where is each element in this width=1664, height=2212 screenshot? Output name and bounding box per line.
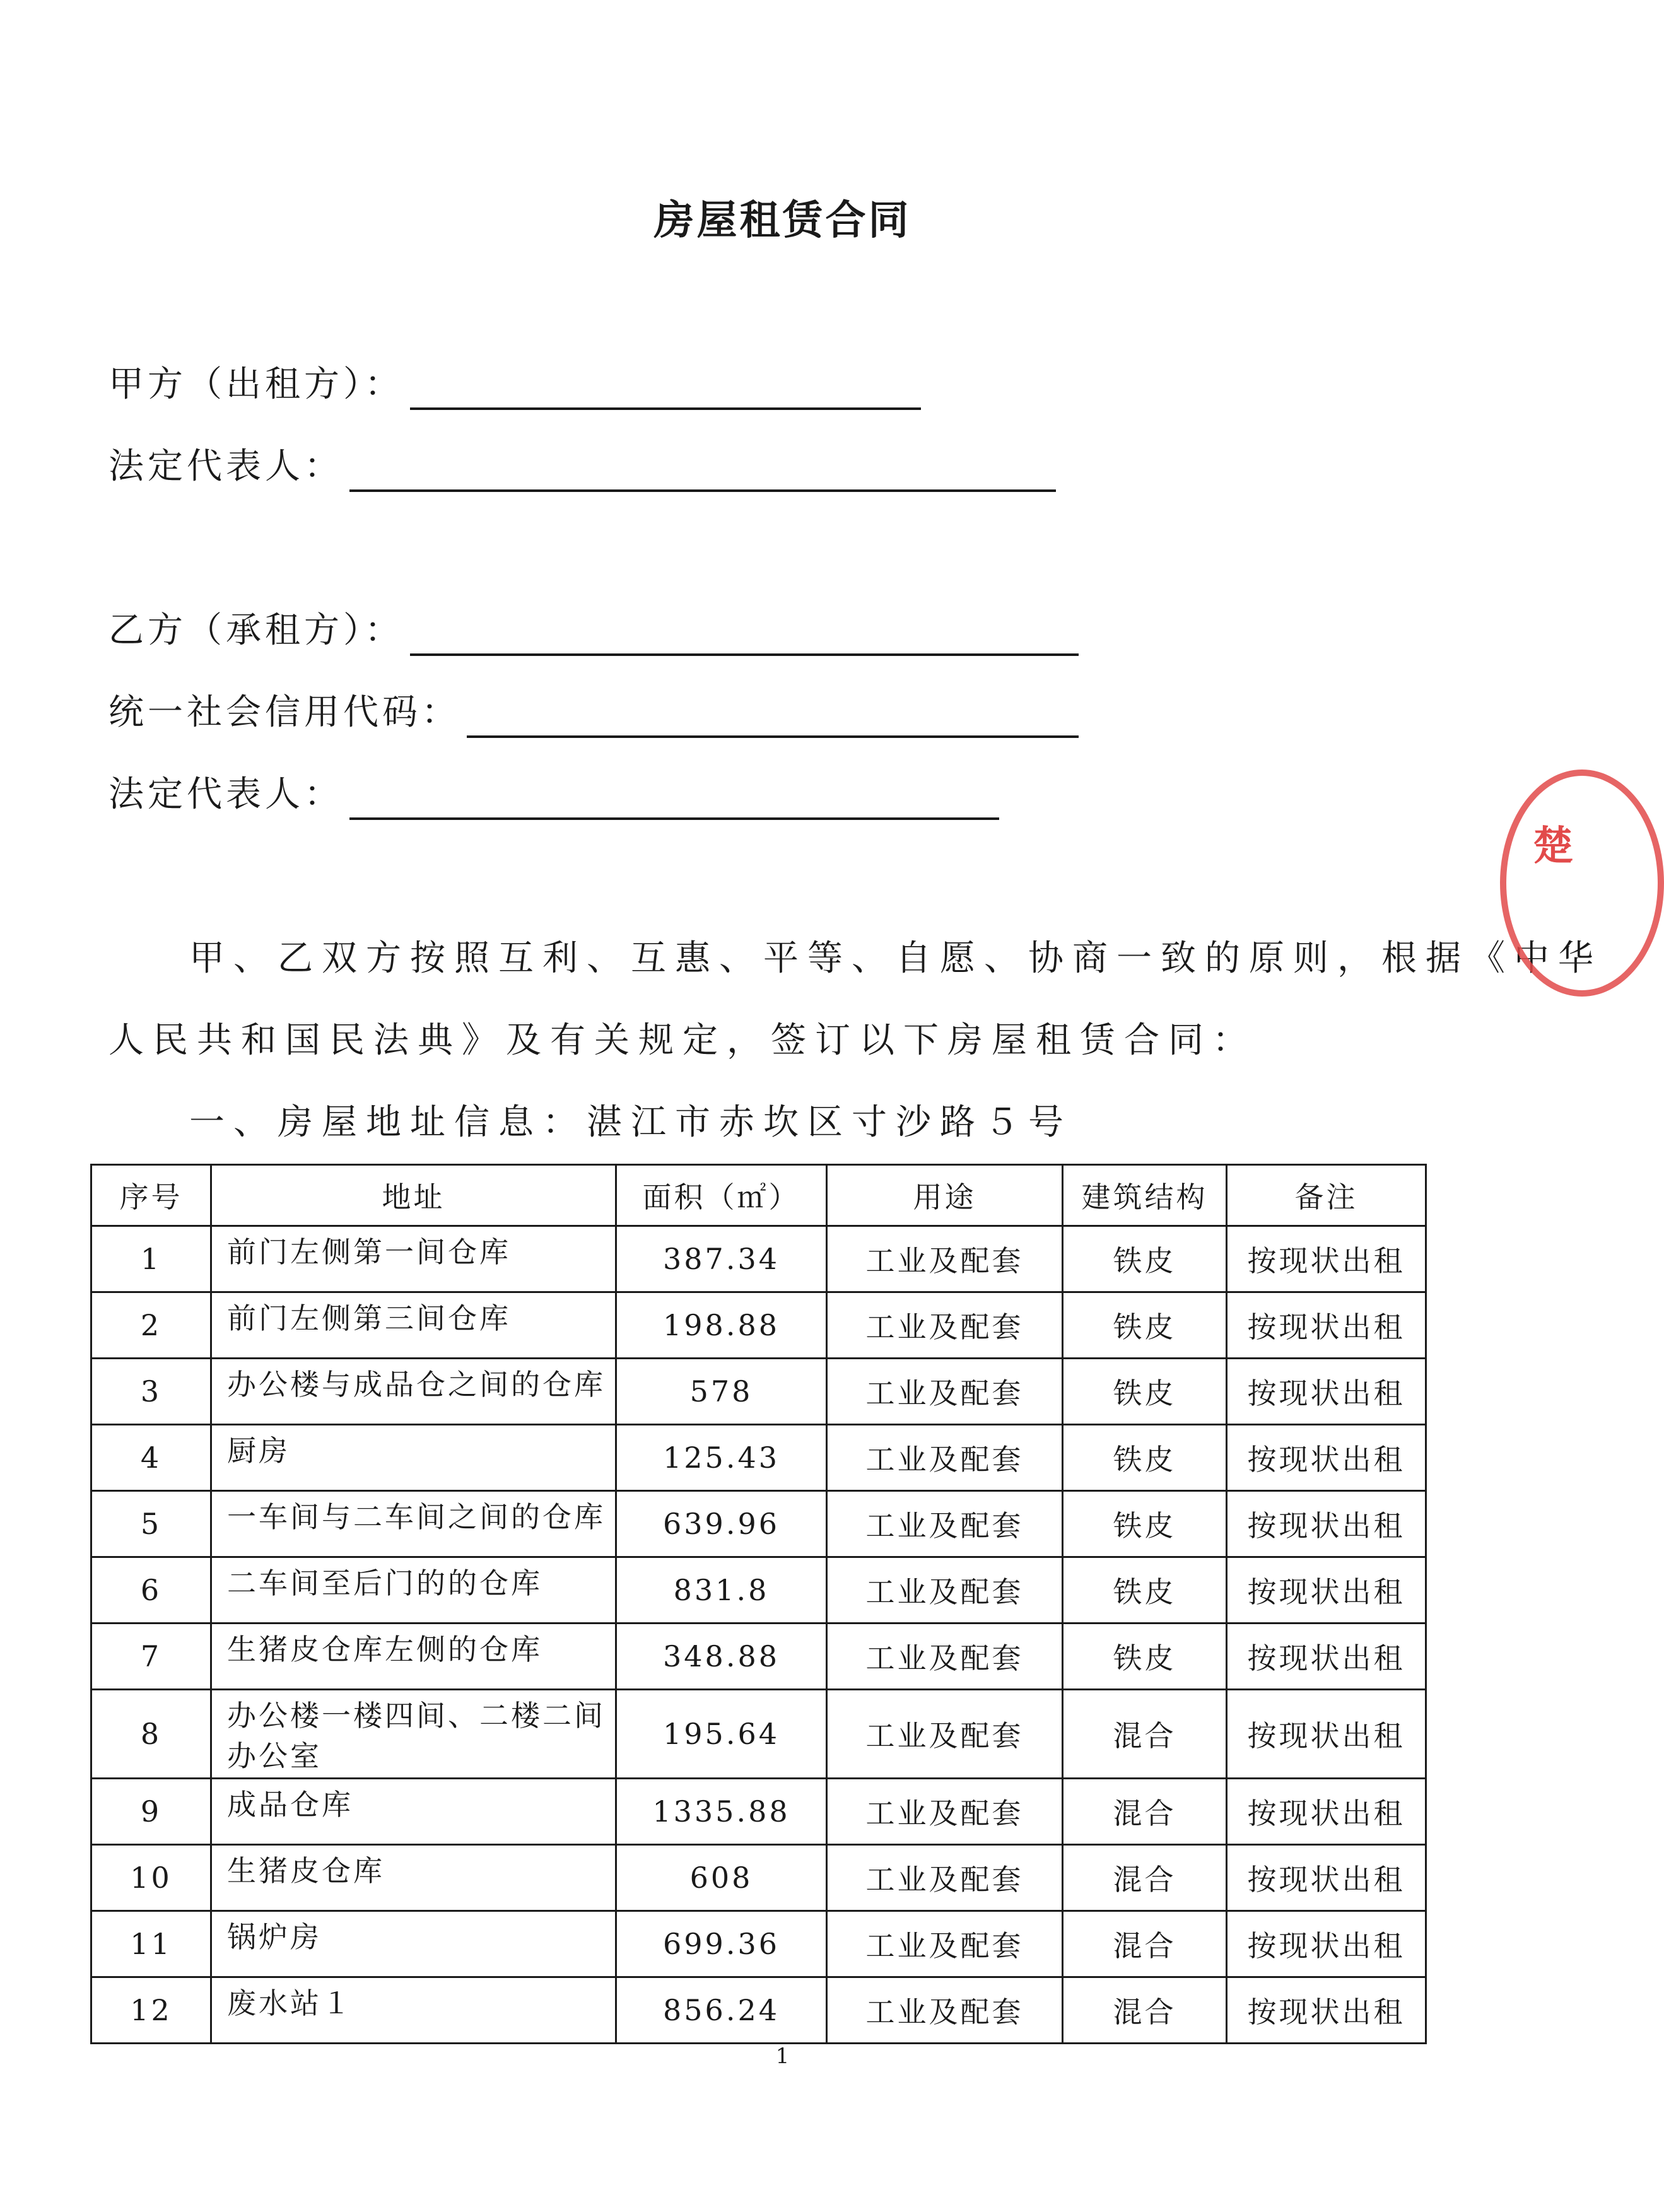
cell-use: 工业及配套 — [827, 1292, 1063, 1359]
cell-area: 578 — [616, 1359, 827, 1425]
cell-address: 二车间至后门的的仓库 — [211, 1557, 616, 1624]
cell-note: 按现状出租 — [1227, 1911, 1426, 1977]
cell-structure: 铁皮 — [1063, 1491, 1227, 1557]
cell-structure: 铁皮 — [1063, 1624, 1227, 1690]
cell-structure: 混合 — [1063, 1845, 1227, 1911]
cell-no: 6 — [91, 1557, 211, 1624]
cell-use: 工业及配套 — [827, 1491, 1063, 1557]
cell-note: 按现状出租 — [1227, 1557, 1426, 1624]
table-row — [91, 1359, 1426, 1425]
cell-address: 厨房 — [211, 1425, 616, 1491]
cell-note: 按现状出租 — [1227, 1226, 1426, 1292]
cell-address: 一车间与二车间之间的仓库 — [211, 1491, 616, 1557]
cell-structure: 铁皮 — [1063, 1359, 1227, 1425]
cell-address: 办公楼与成品仓之间的仓库 — [211, 1359, 616, 1425]
cell-use: 工业及配套 — [827, 1977, 1063, 2044]
property-table — [90, 1164, 1427, 2044]
party-a-rep-label: 法定代表人： — [108, 446, 343, 487]
cell-note: 按现状出租 — [1227, 1845, 1426, 1911]
table-row — [91, 1779, 1426, 1845]
cell-no: 9 — [91, 1779, 211, 1845]
table-row — [91, 1845, 1426, 1911]
cell-structure: 混合 — [1063, 1977, 1227, 2044]
cell-structure: 铁皮 — [1063, 1292, 1227, 1359]
cell-address: 前门左侧第三间仓库 — [211, 1292, 616, 1359]
cell-no: 5 — [91, 1491, 211, 1557]
cell-note: 按现状出租 — [1227, 1624, 1426, 1690]
cell-address: 生猪皮仓库 — [211, 1845, 616, 1911]
cell-area: 639.96 — [616, 1491, 827, 1557]
cell-area: 699.36 — [616, 1911, 827, 1977]
party-b-blank — [410, 614, 1079, 656]
table-header-row — [91, 1165, 1426, 1226]
preamble-line-2: 人民共和国民法典》及有关规定，签订以下房屋租赁合同： — [108, 1020, 1257, 1061]
table-row — [91, 1425, 1426, 1491]
table-row — [91, 1226, 1426, 1292]
red-seal-stamp — [1500, 770, 1664, 997]
party-a-label: 甲方（出租方）： — [108, 364, 404, 405]
cell-no: 3 — [91, 1359, 211, 1425]
cell-note: 按现状出租 — [1227, 1359, 1426, 1425]
cell-no: 1 — [91, 1226, 211, 1292]
cell-structure: 铁皮 — [1063, 1557, 1227, 1624]
cell-structure: 铁皮 — [1063, 1226, 1227, 1292]
cell-note: 按现状出租 — [1227, 1292, 1426, 1359]
cell-use: 工业及配套 — [827, 1226, 1063, 1292]
page-number: 1 — [775, 2044, 790, 2069]
party-b-line — [108, 606, 1079, 656]
cell-structure: 铁皮 — [1063, 1425, 1227, 1491]
table-row — [91, 1557, 1426, 1624]
table-row — [91, 1491, 1426, 1557]
party-a-rep-blank — [349, 450, 1056, 492]
party-b-rep-line — [108, 770, 999, 820]
cell-note: 按现状出租 — [1227, 1977, 1426, 2044]
party-a-rep-line — [108, 442, 1056, 492]
cell-use: 工业及配套 — [827, 1911, 1063, 1977]
header-address: 地址 — [211, 1165, 616, 1226]
cell-area: 195.64 — [616, 1690, 827, 1779]
cell-no: 4 — [91, 1425, 211, 1491]
preamble-line-1: 甲、乙双方按照互利、互惠、平等、自愿、协商一致的原则，根据《中华 — [189, 938, 1602, 979]
header-structure: 建筑结构 — [1063, 1165, 1227, 1226]
party-b-rep-blank — [349, 778, 999, 820]
cell-note: 按现状出租 — [1227, 1425, 1426, 1491]
cell-no: 2 — [91, 1292, 211, 1359]
cell-area: 125.43 — [616, 1425, 827, 1491]
section-1-heading: 一、房屋地址信息：湛江市赤坎区寸沙路５号 — [189, 1102, 1072, 1143]
party-b-credit-blank — [467, 696, 1079, 738]
table-row — [91, 1911, 1426, 1977]
cell-area: 387.34 — [616, 1226, 827, 1292]
header-area: 面积（㎡） — [616, 1165, 827, 1226]
cell-use: 工业及配套 — [827, 1425, 1063, 1491]
header-use: 用途 — [827, 1165, 1063, 1226]
cell-use: 工业及配套 — [827, 1779, 1063, 1845]
cell-note: 按现状出租 — [1227, 1690, 1426, 1779]
cell-use: 工业及配套 — [827, 1557, 1063, 1624]
table-row — [91, 1977, 1426, 2044]
cell-no: 7 — [91, 1624, 211, 1690]
cell-structure: 混合 — [1063, 1779, 1227, 1845]
party-a-line — [108, 360, 921, 410]
cell-address: 成品仓库 — [211, 1779, 616, 1845]
header-note: 备注 — [1227, 1165, 1426, 1226]
party-b-credit-label: 统一社会信用代码： — [108, 692, 460, 733]
cell-area: 608 — [616, 1845, 827, 1911]
party-b-credit-line — [108, 688, 1079, 738]
party-b-label: 乙方（承租方）： — [108, 610, 404, 651]
cell-no: 10 — [91, 1845, 211, 1911]
table-row — [91, 1292, 1426, 1359]
cell-no: 12 — [91, 1977, 211, 2044]
document-title: 房屋租赁合同 — [653, 197, 911, 244]
cell-area: 348.88 — [616, 1624, 827, 1690]
cell-address: 前门左侧第一间仓库 — [211, 1226, 616, 1292]
cell-use: 工业及配套 — [827, 1359, 1063, 1425]
party-b-rep-label: 法定代表人： — [108, 774, 343, 815]
seal-glyph: 楚 — [1533, 823, 1573, 870]
cell-structure: 混合 — [1063, 1911, 1227, 1977]
cell-use: 工业及配套 — [827, 1845, 1063, 1911]
table-row — [91, 1690, 1426, 1779]
cell-note: 按现状出租 — [1227, 1491, 1426, 1557]
cell-use: 工业及配套 — [827, 1690, 1063, 1779]
party-a-blank — [410, 368, 921, 410]
cell-area: 1335.88 — [616, 1779, 827, 1845]
cell-structure: 混合 — [1063, 1690, 1227, 1779]
cell-address: 办公楼一楼四间、二楼二间办公室 — [211, 1690, 616, 1779]
cell-area: 831.8 — [616, 1557, 827, 1624]
cell-no: 11 — [91, 1911, 211, 1977]
cell-no: 8 — [91, 1690, 211, 1779]
header-no: 序号 — [91, 1165, 211, 1226]
cell-address: 生猪皮仓库左侧的仓库 — [211, 1624, 616, 1690]
cell-address: 废水站１ — [211, 1977, 616, 2044]
cell-area: 198.88 — [616, 1292, 827, 1359]
cell-use: 工业及配套 — [827, 1624, 1063, 1690]
cell-address: 锅炉房 — [211, 1911, 616, 1977]
cell-note: 按现状出租 — [1227, 1779, 1426, 1845]
cell-area: 856.24 — [616, 1977, 827, 2044]
table-row — [91, 1624, 1426, 1690]
